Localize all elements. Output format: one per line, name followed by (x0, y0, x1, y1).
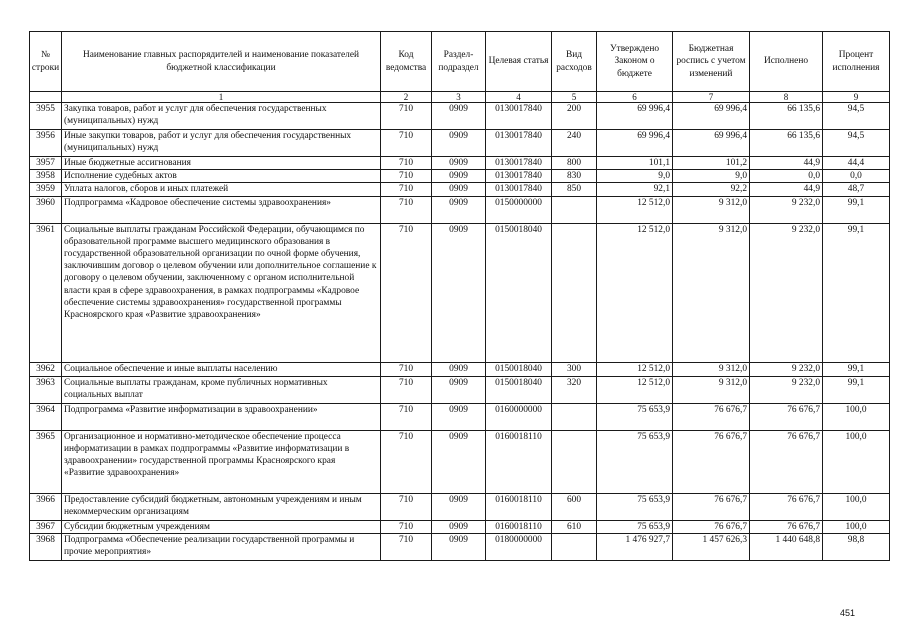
dept-code: 710 (381, 183, 432, 196)
table-row (30, 362, 890, 376)
table-row (30, 183, 890, 196)
table-header-row (30, 32, 890, 92)
header-executed: Исполнено (750, 32, 823, 92)
executed-amount: 76 676,7 (750, 430, 823, 493)
dept-code: 710 (381, 430, 432, 493)
column-number: 1 (62, 92, 381, 103)
budget-amount: 76 676,7 (673, 430, 750, 493)
section-code: 0909 (432, 520, 486, 533)
executed-amount: 76 676,7 (750, 520, 823, 533)
column-number: 5 (552, 92, 597, 103)
row-number: 3958 (30, 170, 62, 183)
table-row (30, 157, 890, 170)
column-number: 9 (823, 92, 890, 103)
dept-code: 710 (381, 170, 432, 183)
execution-percent: 100,0 (823, 493, 890, 520)
row-number: 3960 (30, 196, 62, 223)
target-article: 0150000000 (486, 196, 552, 223)
expense-type: 830 (552, 170, 597, 183)
row-name: Подпрограмма «Кадровое обеспечение системы здравоохранения» (62, 196, 381, 223)
target-article: 0150018040 (486, 362, 552, 376)
execution-percent: 100,0 (823, 430, 890, 493)
dept-code: 710 (381, 376, 432, 403)
row-name: Социальные выплаты гражданам, кроме публичных нормативных социальных выплат (62, 376, 381, 403)
dept-code: 710 (381, 533, 432, 560)
approved-amount: 9,0 (597, 170, 673, 183)
header-percent: Процент исполнения (823, 32, 890, 92)
table-row (30, 130, 890, 157)
execution-percent: 98,8 (823, 533, 890, 560)
target-article: 0130017840 (486, 183, 552, 196)
execution-percent: 44,4 (823, 157, 890, 170)
budget-amount: 9,0 (673, 170, 750, 183)
row-name: Субсидии бюджетным учреждениям (62, 520, 381, 533)
approved-amount: 12 512,0 (597, 223, 673, 362)
row-number: 3961 (30, 223, 62, 362)
row-name: Закупка товаров, работ и услуг для обеспечения государственных (муниципальных) нужд (62, 103, 381, 130)
executed-amount: 44,9 (750, 183, 823, 196)
table-row (30, 520, 890, 533)
expense-type (552, 403, 597, 430)
dept-code: 710 (381, 103, 432, 130)
expense-type (552, 430, 597, 493)
section-code: 0909 (432, 196, 486, 223)
execution-percent: 99,1 (823, 376, 890, 403)
row-number: 3963 (30, 376, 62, 403)
execution-percent: 100,0 (823, 520, 890, 533)
expense-type (552, 223, 597, 362)
section-code: 0909 (432, 170, 486, 183)
dept-code: 710 (381, 196, 432, 223)
executed-amount: 0,0 (750, 170, 823, 183)
approved-amount: 69 996,4 (597, 130, 673, 157)
expense-type: 320 (552, 376, 597, 403)
approved-amount: 1 476 927,7 (597, 533, 673, 560)
table-row (30, 376, 890, 403)
budget-amount: 76 676,7 (673, 520, 750, 533)
executed-amount: 44,9 (750, 157, 823, 170)
section-code: 0909 (432, 493, 486, 520)
dept-code: 710 (381, 130, 432, 157)
row-name: Организационное и нормативно-методическое обеспечение процесса информатизации в рамках подпрограммы «Развитие информатизации в здравоохранении» государственной программы Красноярского края «Развитие здравоохранения» (62, 430, 381, 493)
section-code: 0909 (432, 376, 486, 403)
approved-amount: 75 653,9 (597, 430, 673, 493)
budget-amount: 9 312,0 (673, 376, 750, 403)
column-number-row (30, 92, 890, 103)
budget-amount: 69 996,4 (673, 103, 750, 130)
budget-amount: 9 312,0 (673, 223, 750, 362)
target-article: 0130017840 (486, 170, 552, 183)
budget-amount: 9 312,0 (673, 196, 750, 223)
dept-code: 710 (381, 520, 432, 533)
budget-amount: 76 676,7 (673, 493, 750, 520)
row-name: Подпрограмма «Обеспечение реализации государственной программы и прочие мероприятия» (62, 533, 381, 560)
header-budget-schedule: Бюджетная роспись с учетом изменений (673, 32, 750, 92)
row-name: Исполнение судебных актов (62, 170, 381, 183)
expense-type (552, 533, 597, 560)
header-expense-type: Вид расходов (552, 32, 597, 92)
column-number: 2 (381, 92, 432, 103)
section-code: 0909 (432, 362, 486, 376)
budget-amount: 69 996,4 (673, 130, 750, 157)
executed-amount: 76 676,7 (750, 403, 823, 430)
row-name: Иные закупки товаров, работ и услуг для обеспечения государственных (муниципальных) нужд (62, 130, 381, 157)
row-number: 3959 (30, 183, 62, 196)
budget-amount: 9 312,0 (673, 362, 750, 376)
approved-amount: 75 653,9 (597, 493, 673, 520)
row-number: 3967 (30, 520, 62, 533)
section-code: 0909 (432, 403, 486, 430)
header-approved: Утверждено Законом о бюджете (597, 32, 673, 92)
execution-percent: 99,1 (823, 223, 890, 362)
table-row (30, 103, 890, 130)
expense-type: 610 (552, 520, 597, 533)
row-name: Социальное обеспечение и иные выплаты населению (62, 362, 381, 376)
execution-percent: 99,1 (823, 362, 890, 376)
section-code: 0909 (432, 223, 486, 362)
section-code: 0909 (432, 130, 486, 157)
table-row (30, 533, 890, 560)
row-name: Иные бюджетные ассигнования (62, 157, 381, 170)
column-number: 4 (486, 92, 552, 103)
row-name: Подпрограмма «Развитие информатизации в здравоохранении» (62, 403, 381, 430)
row-name: Уплата налогов, сборов и иных платежей (62, 183, 381, 196)
column-number: 6 (597, 92, 673, 103)
executed-amount: 1 440 648,8 (750, 533, 823, 560)
row-number: 3955 (30, 103, 62, 130)
table-row (30, 493, 890, 520)
budget-table (29, 31, 890, 561)
page-number: 451 (840, 608, 856, 618)
executed-amount: 9 232,0 (750, 196, 823, 223)
execution-percent: 99,1 (823, 196, 890, 223)
target-article: 0160018110 (486, 493, 552, 520)
execution-percent: 94,5 (823, 103, 890, 130)
approved-amount: 12 512,0 (597, 362, 673, 376)
executed-amount: 9 232,0 (750, 362, 823, 376)
section-code: 0909 (432, 157, 486, 170)
section-code: 0909 (432, 533, 486, 560)
execution-percent: 48,7 (823, 183, 890, 196)
row-number: 3965 (30, 430, 62, 493)
target-article: 0150018040 (486, 223, 552, 362)
column-number (30, 92, 62, 103)
executed-amount: 76 676,7 (750, 493, 823, 520)
budget-amount: 101,2 (673, 157, 750, 170)
execution-percent: 0,0 (823, 170, 890, 183)
expense-type: 200 (552, 103, 597, 130)
expense-type: 300 (552, 362, 597, 376)
target-article: 0130017840 (486, 103, 552, 130)
table-row (30, 403, 890, 430)
row-name: Социальные выплаты гражданам Российской Федерации, обучающимся по образовательной программе высшего медицинского образования в государственной образовательной организации по очной форме обучения, заключившим договор о целевом обучении или дополнительное соглашение к договору о целевом обучении, заключенному с органом исполнительной власти края в сфере здравоохранения, в рамках подпрограммы «Кадровое обеспечение системы здравоохранения» государственной программы Красноярского края «Развитие здравоохранения» (62, 223, 381, 362)
dept-code: 710 (381, 362, 432, 376)
target-article: 0150018040 (486, 376, 552, 403)
header-name: Наименование главных распорядителей и наименование показателей бюджетной классификации (62, 32, 381, 92)
row-number: 3964 (30, 403, 62, 430)
approved-amount: 75 653,9 (597, 403, 673, 430)
execution-percent: 94,5 (823, 130, 890, 157)
dept-code: 710 (381, 157, 432, 170)
table-body (30, 103, 890, 561)
expense-type: 850 (552, 183, 597, 196)
budget-amount: 76 676,7 (673, 403, 750, 430)
executed-amount: 66 135,6 (750, 103, 823, 130)
approved-amount: 75 653,9 (597, 520, 673, 533)
expense-type: 800 (552, 157, 597, 170)
column-number: 7 (673, 92, 750, 103)
row-name: Предоставление субсидий бюджетным, автономным учреждениям и иным некоммерческим организациям (62, 493, 381, 520)
approved-amount: 101,1 (597, 157, 673, 170)
target-article: 0160018110 (486, 520, 552, 533)
header-dept-code: Код ведомства (381, 32, 432, 92)
header-section: Раздел-подраздел (432, 32, 486, 92)
approved-amount: 69 996,4 (597, 103, 673, 130)
table-row (30, 170, 890, 183)
section-code: 0909 (432, 430, 486, 493)
dept-code: 710 (381, 403, 432, 430)
expense-type: 600 (552, 493, 597, 520)
dept-code: 710 (381, 223, 432, 362)
column-number: 3 (432, 92, 486, 103)
target-article: 0180000000 (486, 533, 552, 560)
executed-amount: 9 232,0 (750, 223, 823, 362)
target-article: 0130017840 (486, 157, 552, 170)
budget-amount: 1 457 626,3 (673, 533, 750, 560)
section-code: 0909 (432, 103, 486, 130)
approved-amount: 92,1 (597, 183, 673, 196)
row-number: 3962 (30, 362, 62, 376)
table-row (30, 223, 890, 362)
target-article: 0160018110 (486, 430, 552, 493)
row-number: 3956 (30, 130, 62, 157)
budget-amount: 92,2 (673, 183, 750, 196)
dept-code: 710 (381, 493, 432, 520)
executed-amount: 66 135,6 (750, 130, 823, 157)
approved-amount: 12 512,0 (597, 196, 673, 223)
column-number: 8 (750, 92, 823, 103)
target-article: 0130017840 (486, 130, 552, 157)
row-number: 3957 (30, 157, 62, 170)
execution-percent: 100,0 (823, 403, 890, 430)
executed-amount: 9 232,0 (750, 376, 823, 403)
expense-type: 240 (552, 130, 597, 157)
header-target-article: Целевая статья (486, 32, 552, 92)
table-row (30, 430, 890, 493)
row-number: 3968 (30, 533, 62, 560)
expense-type (552, 196, 597, 223)
section-code: 0909 (432, 183, 486, 196)
approved-amount: 12 512,0 (597, 376, 673, 403)
table-row (30, 196, 890, 223)
header-row-number: № строки (30, 32, 62, 92)
row-number: 3966 (30, 493, 62, 520)
target-article: 0160000000 (486, 403, 552, 430)
